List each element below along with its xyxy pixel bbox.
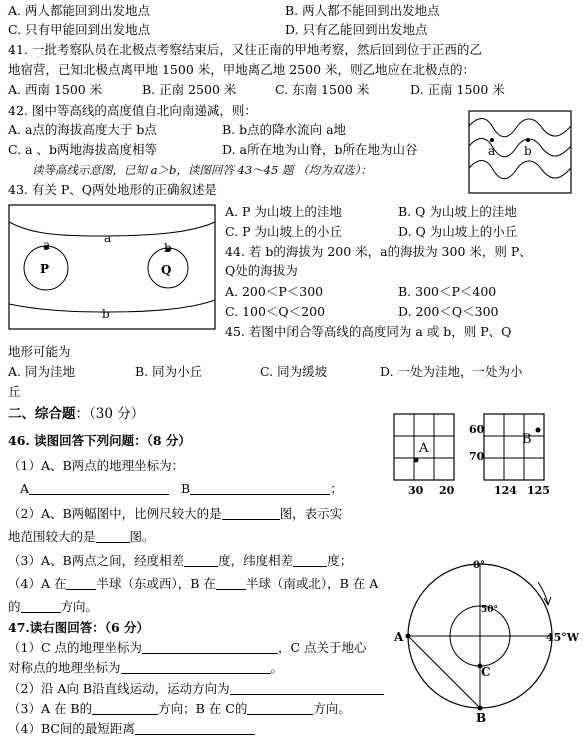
q41-option-d: D. 正南 1500 米: [410, 82, 505, 97]
q45-option-a: A. 同为洼地: [8, 364, 75, 379]
q46-fig-a-lon1: 30: [408, 484, 424, 497]
q43-fig-label-a-inner: a: [43, 238, 51, 252]
q46-fig-b-lon1: 124: [494, 484, 517, 497]
q41-option-c: C. 东南 1500 米: [275, 82, 370, 97]
q46-hemisphere-ns-blank[interactable]: [216, 577, 246, 590]
q47-fig-top-label: 0°: [473, 560, 485, 571]
q43-contour-figure: [8, 204, 216, 330]
q46-answer-b-blank[interactable]: [190, 482, 330, 495]
q43-fig-label-p: P: [40, 262, 50, 276]
q44-stem-line1: 44. 若 b的海拔为 200 米，a的海拔为 300 米，则 P、: [225, 244, 532, 259]
q47-polar-figure: [388, 548, 584, 736]
q46-scale-larger-blank[interactable]: [222, 507, 280, 520]
q46-hemisphere-ew-blank[interactable]: [66, 577, 96, 590]
q44-option-b: B. 300＜P＜400: [398, 284, 497, 299]
q45-option-d: D. 一处为洼地，一处为小: [380, 364, 523, 379]
q47-fig-lat-label: 50°: [481, 605, 499, 615]
q47-distance-blank[interactable]: [135, 722, 255, 735]
q40-option-d: D. 只有乙能回到出发地点: [285, 22, 428, 37]
q41-option-a: A. 西南 1500 米: [8, 82, 103, 97]
q46-part2-cont: 地范围较大的是 图。: [8, 529, 155, 544]
q46-direction-blank[interactable]: [21, 600, 61, 613]
q47-fig-label-c: C: [481, 665, 491, 679]
q47-c-coord-blank[interactable]: [142, 641, 278, 654]
q44-option-d: D. 200＜Q＜300: [398, 304, 499, 319]
q47-part3: （3）A 在 B的 方向；B 在 C的 方向。: [8, 701, 351, 716]
q47-b-to-c-blank[interactable]: [247, 702, 313, 715]
q42-option-a: A. a点的海拔高度大于 b点: [8, 122, 157, 137]
q42-fig-label-b: b: [524, 144, 532, 158]
q46-part2: （2）A、B两幅图中，比例尺较大的是 图，表示实: [8, 506, 343, 521]
q47-fig-right-label: 45°W: [546, 631, 580, 644]
q47-part1-cont: 对称点的地理坐标为 。: [8, 660, 284, 675]
q43-fig-label-b-outer: b: [102, 307, 110, 321]
q43-fig-label-q: Q: [161, 263, 172, 277]
q46-fig-b-lon2: 125: [527, 484, 550, 497]
q47-fig-label-b: B: [476, 711, 487, 725]
q45-stem-line2: 地形可能为: [8, 344, 71, 359]
q43-fig-label-a-outer: a: [104, 231, 112, 245]
q43-stem: 43. 有关 P、Q两处地形的正确叙述是: [8, 182, 217, 197]
q46-part1: （1）A、B两点的地理坐标为：: [8, 458, 185, 473]
q47-part4: （4）BC间的最短距离: [8, 721, 255, 737]
q47-a-to-b-blank[interactable]: [92, 702, 158, 715]
q42-contour-figure: [468, 110, 572, 194]
q42-option-d: D. a所在地为山脊，b所在地为山谷: [222, 142, 418, 157]
q46-latitude-diff-blank[interactable]: [293, 554, 327, 567]
q42-fig-label-a: a: [488, 144, 496, 158]
q46-fig-a-lon2: 20: [439, 484, 455, 497]
q46-answer-a-blank[interactable]: [29, 482, 169, 495]
q47-motion-direction-blank[interactable]: [230, 682, 384, 695]
q42-stem: 42. 图中等高线的高度值自北向南递减，则：: [8, 103, 257, 118]
q40-option-b: B. 两人都不能回到出发地点: [285, 3, 440, 18]
q46-fig-label-b: B: [522, 432, 532, 447]
q46-part4: （4）A 在 半球（东或西），B 在 半球（南或北），B 在 A: [8, 576, 379, 591]
q44-option-c: C. 100＜Q＜200: [225, 304, 326, 319]
q43-option-d: D. Q 为山坡上的小丘: [398, 224, 518, 239]
q45-option-c: C. 同为缓坡: [260, 364, 328, 379]
q46-fig-a-lat: 70: [469, 450, 485, 463]
q47-part1: （1）C 点的地理坐标为 ，C 点关于地心: [8, 640, 367, 655]
q46-grid-figures: [388, 410, 558, 502]
q44-stem-line2: Q处的海拔为: [225, 263, 298, 278]
q43-option-c: C. P 为山坡上的小丘: [225, 224, 342, 239]
q41-option-b: B. 正南 2500 米: [142, 82, 237, 97]
q47-part2: （2）沿 A向 B沿直线运动，运动方向为: [8, 681, 384, 697]
q46-fig-label-a: A: [419, 441, 429, 456]
q40-option-c: C. 只有甲能回到出发地点: [8, 22, 151, 37]
q40-option-a: A. 两人都能回到出发地点: [8, 3, 150, 18]
q43-option-a: A. P 为山坡上的洼地: [225, 204, 342, 219]
q43-45-instruction: 读等高线示意图，已知 a＞b，读图回答 43～45 题 （均为双选）：: [32, 163, 372, 177]
q41-stem-line2: 地宿营，已知北极点离甲地 1500 米，甲地离乙地 2500 米，则乙地应在北极点的：: [8, 62, 476, 77]
q47-fig-label-a: A: [394, 630, 404, 644]
q46-part1-answers: A B ；: [20, 481, 343, 496]
q46-fig-b-lat: 60: [469, 423, 485, 436]
q42-option-b: B. b点的降水流向 a地: [222, 122, 347, 137]
q46-title: 46. 读图回答下列问题：（8 分）: [8, 433, 191, 448]
q43-option-b: B. Q 为山坡上的洼地: [398, 204, 517, 219]
q46-part3: （3）A、B两点之间，经度相差 度，纬度相差 度；: [8, 553, 353, 568]
q43-fig-label-b-inner: b: [164, 241, 172, 255]
q42-option-c: C. a 、b两地海拔高度相等: [8, 142, 157, 157]
q44-option-a: A. 200＜P＜300: [225, 284, 324, 299]
q41-stem-line1: 41. 一批考察队员在北极点考察结束后，又往正南的甲地考察，然后回到位于正西的乙: [8, 42, 482, 57]
q47-antipode-blank[interactable]: [121, 661, 271, 674]
section-2-heading: 二、综合题：（30 分）: [8, 406, 145, 422]
q46-larger-area-blank[interactable]: [96, 530, 130, 543]
q45-option-b: B. 同为小丘: [135, 364, 203, 379]
q45-option-d-continued: 丘: [8, 384, 21, 399]
q45-stem-line1: 45. 若图中闭合等高线的高度同为 a 或 b，则 P、Q: [225, 324, 512, 339]
q46-part4-cont: 的 方向。: [8, 599, 99, 614]
q47-title: 47.读右图回答：（6 分）: [8, 620, 150, 635]
q46-longitude-diff-blank[interactable]: [184, 554, 218, 567]
